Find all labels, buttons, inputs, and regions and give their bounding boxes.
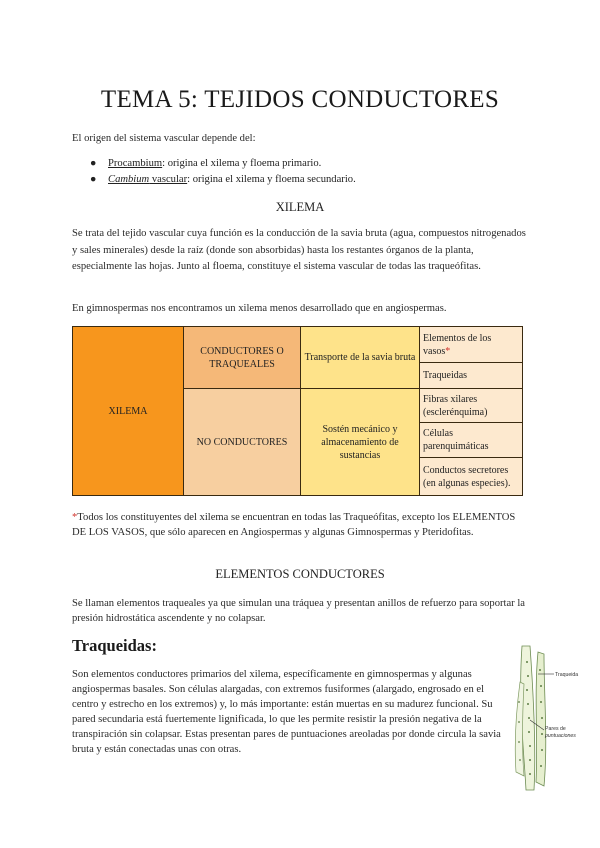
- label-traqueida: Traqueida: [555, 672, 579, 678]
- xilema-paragraph: Se trata del tejido vascular cuya función es la conducción de la savia bruta (agua, compuestos nitrogenados y sales minerales) desde la raíz (donde son absorbidas) hasta los restantes órganos de la planta, especialmente las hojas. Junto al floema, constituye el sistema vascular de todas las traqueófitas.: [72, 228, 526, 272]
- page-title: TEMA 5: TEJIDOS CONDUCTORES: [100, 86, 500, 113]
- cell-vasos-text: Elementos de los vasos: [423, 332, 492, 357]
- asterisk-mark: *: [445, 345, 451, 357]
- xilema-table: [72, 326, 523, 496]
- cell-no-conductores: NO CONDUCTORES: [184, 389, 301, 496]
- cell-fibras: Fibras xilares (esclerénquima): [420, 389, 523, 423]
- list-item: [72, 156, 530, 172]
- elementos-paragraph: Se llaman elementos traqueales ya que simulan una tráquea y presentan anillos de refuerzo para soportar la presión hidrostática ascendente y no colapsar.: [72, 598, 525, 624]
- note-asterisk: *: [72, 512, 78, 523]
- bullet-icon: ●: [90, 174, 97, 185]
- term-cambium: Cambium: [108, 174, 150, 185]
- origin-list: [72, 156, 530, 188]
- gimnospermas-paragraph: En gimnospermas nos encontramos un xilema menos desarrollado que en angiospermas.: [72, 303, 447, 314]
- cell-vasos: [420, 327, 523, 363]
- cell-transporte: Transporte de la savia bruta: [301, 327, 420, 389]
- cell-sosten: Sostén mecánico y almacenamiento de sustancias: [301, 389, 420, 496]
- intro-paragraph: El origen del sistema vascular depende del:: [72, 133, 256, 144]
- cell-celulas: Células parenquimáticas: [420, 423, 523, 458]
- cell-xilema: XILEMA: [73, 327, 184, 496]
- list-item: [72, 172, 530, 188]
- traqueida-illustration: [508, 642, 600, 792]
- cell-conductos: Conductos secretores (en algunas especies).: [420, 458, 523, 496]
- term-procambium: Procambium: [108, 158, 163, 169]
- term-vascular: vascular: [149, 174, 188, 185]
- cell-conductores: CONDUCTORES O TRAQUEALES: [184, 327, 301, 389]
- traqueidas-paragraph: Son elementos conductores primarios del xilema, específicamente en gimnospermas y algunas angiospermas basales. Son células alargadas, con extremos fusiformes (alargado, engrosado en el centro y estrecho en los extremos) y, lo más importante: están muertas en su madurez funcional. Su pared secundaria está fuertemente lignificada, lo que les permite resistir la presión negativa de la transpiración sin colapsar. Estas presentan pares de puntuaciones areoladas por donde circula la savia bruta y están conectadas unas con otras.: [72, 669, 501, 755]
- note-paragraph: [72, 510, 530, 540]
- list-item-text: : origina el xilema y floema secundario.: [187, 174, 356, 185]
- note-text: Todos los constituyentes del xilema se encuentran en todas las Traqueófitas, excepto los ELEMENTOS DE LOS VASOS, que sólo aparecen en Angiospermas y algunas Gimnospermas y Pteridofitas.: [72, 512, 516, 538]
- bullet-icon: ●: [90, 158, 97, 169]
- label-pares: Pares de: [545, 726, 566, 732]
- label-puntuaciones: puntuaciones: [545, 733, 576, 739]
- section-title-elementos: ELEMENTOS CONDUCTORES: [215, 567, 385, 581]
- cell-traqueidas: Traqueidas: [420, 363, 523, 389]
- tracheid-cell-3: [515, 682, 524, 776]
- list-item-text: : origina el xilema y floema primario.: [162, 158, 322, 169]
- section-title-xilema: XILEMA: [275, 200, 325, 214]
- heading-traqueidas: Traqueidas:: [72, 636, 157, 655]
